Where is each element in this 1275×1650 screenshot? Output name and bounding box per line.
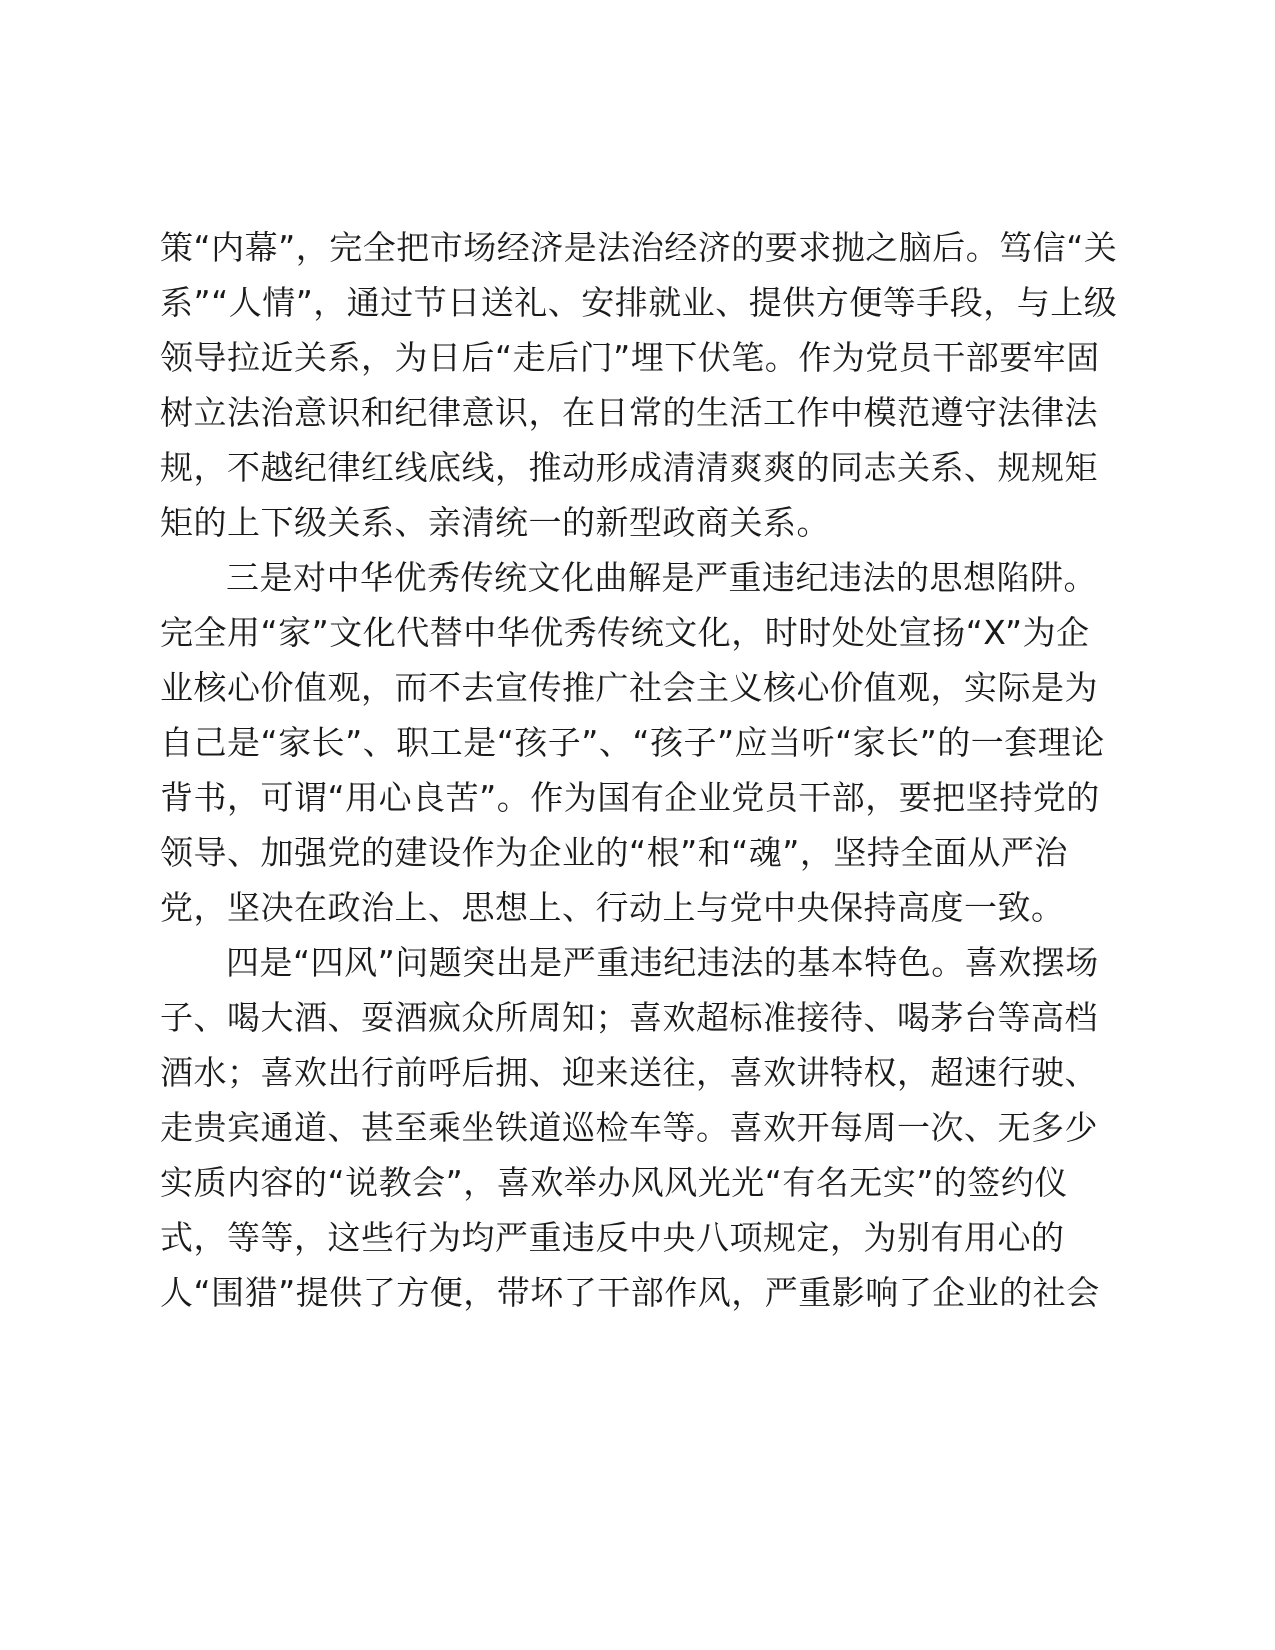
text-line: 矩的上下级关系、亲清统一的新型政商关系。 bbox=[160, 503, 830, 542]
text-line: 实质内容的“说教会”，喜欢举办风风光光“有名无实”的签约仪 bbox=[160, 1163, 1068, 1202]
text-line: 式，等等，这些行为均严重违反中央八项规定，为别有用心的 bbox=[160, 1218, 1065, 1257]
text-line: 系”“人情”，通过节日送礼、安排就业、提供方便等手段，与上级 bbox=[160, 283, 1118, 322]
text-line: 自己是“家长”、职工是“孩子”、“孩子”应当听“家长”的一套理论 bbox=[160, 723, 1105, 762]
text-line: 业核心价值观，而不去宣传推广社会主义核心价值观，实际是为 bbox=[160, 668, 1098, 707]
body-text bbox=[160, 220, 1120, 1320]
text-line: 党，坚决在政治上、思想上、行动上与党中央保持高度一致。 bbox=[160, 888, 1065, 927]
text-line: 酒水；喜欢出行前呼后拥、迎来送往，喜欢讲特权，超速行驶、 bbox=[160, 1053, 1098, 1092]
text-line: 子、喝大酒、耍酒疯众所周知；喜欢超标准接待、喝茅台等高档 bbox=[160, 998, 1098, 1037]
text-line: 规，不越纪律红线底线，推动形成清清爽爽的同志关系、规规矩 bbox=[160, 448, 1098, 487]
text-line: 走贵宾通道、甚至乘坐铁道巡检车等。喜欢开每周一次、无多少 bbox=[160, 1108, 1098, 1147]
paragraph-start-line: 四是“四风”问题突出是严重违纪违法的基本特色。喜欢摆场 bbox=[226, 943, 1099, 982]
text-line: 背书，可谓“用心良苦”。作为国有企业党员干部，要把坚持党的 bbox=[160, 778, 1100, 817]
text-line: 人“围猎”提供了方便，带坏了干部作风，严重影响了企业的社会 bbox=[160, 1273, 1100, 1312]
text-line: 完全用“家”文化代替中华优秀传统文化，时时处处宣扬“X”为企 bbox=[160, 613, 1090, 652]
text-line: 树立法治意识和纪律意识，在日常的生活工作中模范遵守法律法 bbox=[160, 393, 1098, 432]
paragraph-start-line: 三是对中华优秀传统文化曲解是严重违纪违法的思想陷阱。 bbox=[226, 558, 1097, 597]
text-line: 领导、加强党的建设作为企业的“根”和“魂”，坚持全面从严治 bbox=[160, 833, 1068, 872]
text-line: 领导拉近关系，为日后“走后门”埋下伏笔。作为党员干部要牢固 bbox=[160, 338, 1100, 377]
text-line: 策“内幕”，完全把市场经济是法治经济的要求抛之脑后。笃信“关 bbox=[160, 228, 1118, 267]
